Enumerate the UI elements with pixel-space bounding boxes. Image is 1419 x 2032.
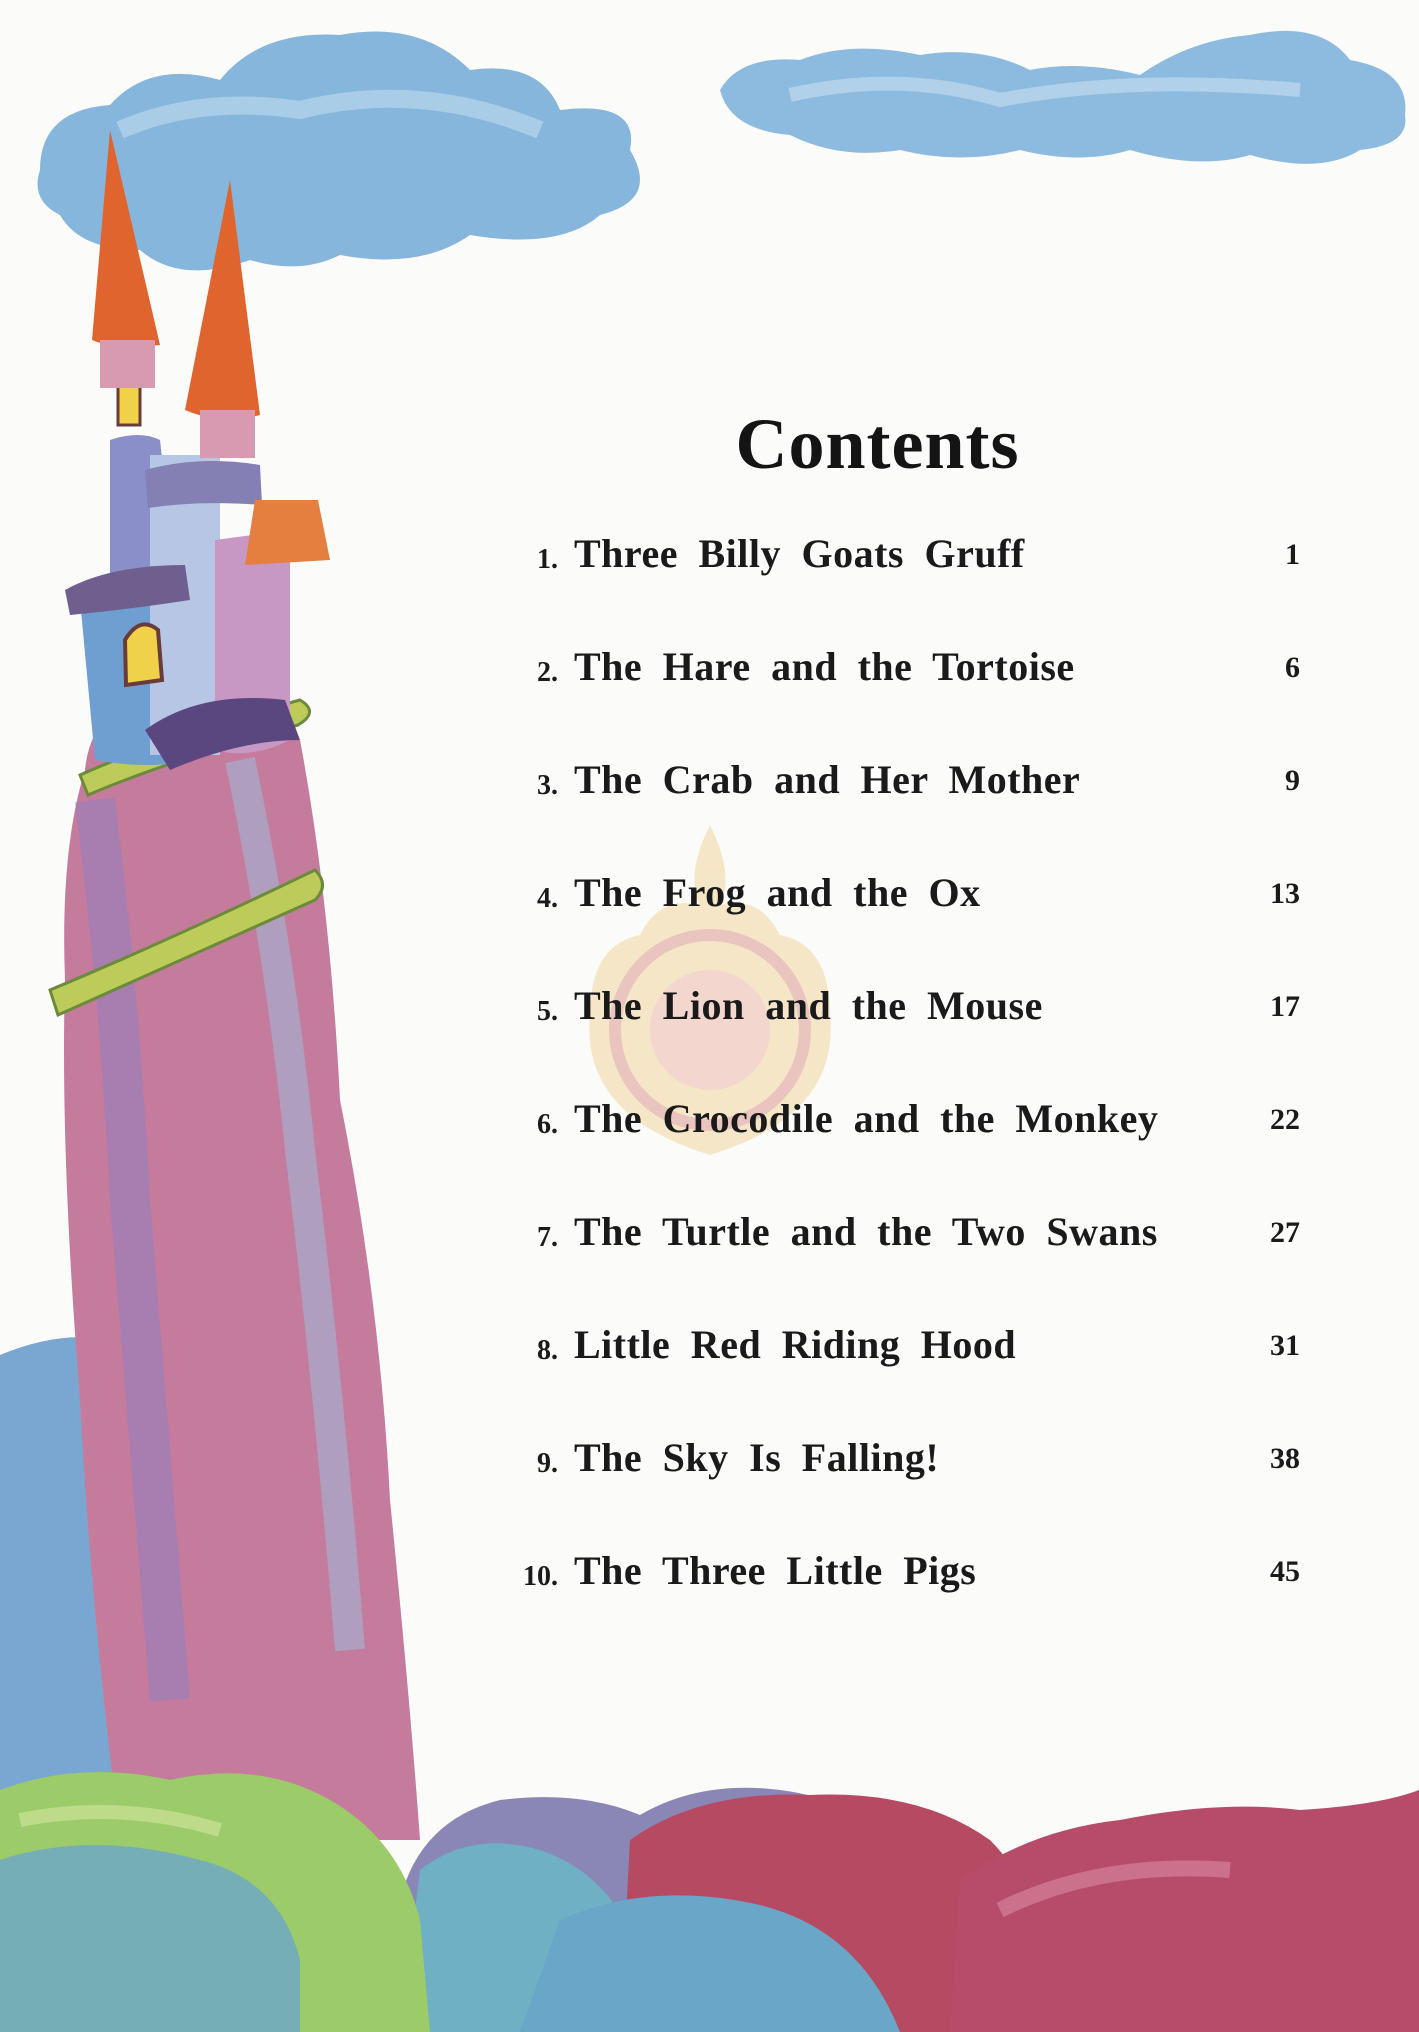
entry-title: The Turtle and the Two Swans [574, 1209, 1158, 1254]
entry-page-number: 9 [1285, 764, 1300, 797]
toc-entry[interactable] [500, 530, 1320, 643]
entry-page-number: 27 [1270, 1216, 1300, 1249]
entry-page-number: 31 [1270, 1329, 1300, 1362]
entry-number: 3. [537, 770, 558, 801]
entry-number: 9. [537, 1448, 558, 1479]
entry-title: The Sky Is Falling! [574, 1435, 940, 1480]
entry-page-number: 1 [1285, 538, 1300, 571]
toc-entry[interactable] [500, 982, 1320, 1095]
toc-entry[interactable] [500, 1434, 1320, 1547]
entry-number: 5. [537, 996, 558, 1027]
toc-entry[interactable] [500, 643, 1320, 756]
entry-title: The Frog and the Ox [574, 870, 981, 915]
entry-number: 8. [537, 1335, 558, 1366]
entry-page-number: 6 [1285, 651, 1300, 684]
entry-number: 7. [537, 1222, 558, 1253]
toc-entry[interactable] [500, 869, 1320, 982]
entry-title: Three Billy Goats Gruff [574, 531, 1025, 576]
toc-entry[interactable] [500, 1208, 1320, 1321]
entry-number: 2. [537, 657, 558, 688]
entry-page-number: 45 [1270, 1555, 1300, 1588]
entry-number: 10. [523, 1561, 558, 1592]
toc-entry[interactable] [500, 1321, 1320, 1434]
entry-number: 4. [537, 883, 558, 914]
entry-title: The Crocodile and the Monkey [574, 1096, 1159, 1141]
entry-title: The Hare and the Tortoise [574, 644, 1075, 689]
entry-title: The Three Little Pigs [574, 1548, 977, 1593]
entry-page-number: 22 [1270, 1103, 1300, 1136]
entry-title: The Lion and the Mouse [574, 983, 1043, 1028]
entry-page-number: 17 [1270, 990, 1300, 1023]
entry-page-number: 13 [1270, 877, 1300, 910]
toc-entry[interactable] [500, 756, 1320, 869]
entry-title: Little Red Riding Hood [574, 1322, 1017, 1367]
entry-number: 6. [537, 1109, 558, 1140]
castle-tower [50, 130, 420, 1840]
toc-entry[interactable] [500, 1547, 1320, 1660]
entry-title: The Crab and Her Mother [574, 757, 1081, 802]
entry-page-number: 38 [1270, 1442, 1300, 1475]
cloud-right [720, 31, 1405, 164]
page-title: Contents [735, 404, 1020, 485]
hills [0, 1772, 1419, 2032]
entry-number: 1. [537, 544, 558, 575]
toc-list [500, 530, 1320, 1660]
toc-entry[interactable] [500, 1095, 1320, 1208]
